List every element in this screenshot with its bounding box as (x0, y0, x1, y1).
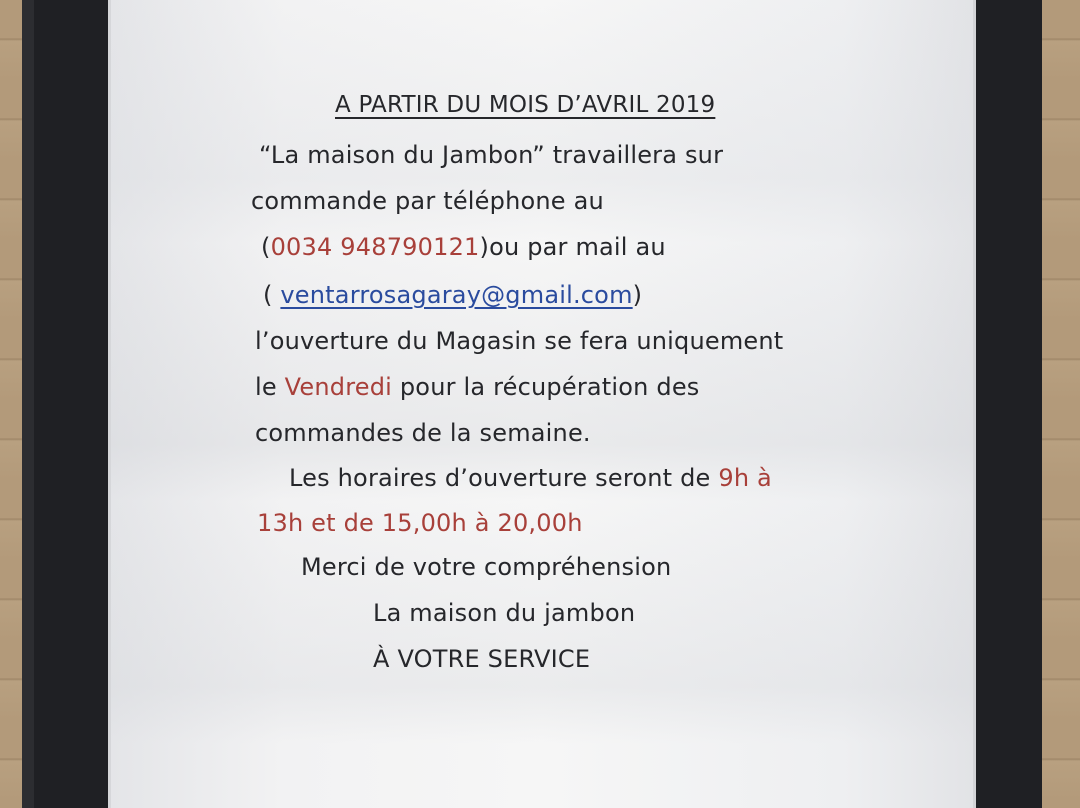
phone-number: 0034 948790121 (270, 233, 480, 261)
hours-start: 9h à (718, 464, 772, 492)
notice-line-6 (255, 373, 700, 401)
notice-closing: À VOTRE SERVICE (373, 645, 591, 673)
notice-line-8 (289, 464, 772, 492)
line-6-start: le (255, 373, 285, 401)
phone-open-paren: ( (261, 233, 271, 261)
notice-line-7: commandes de la semaine. (255, 419, 591, 447)
line-6-rest: pour la récupération des (392, 373, 700, 401)
phone-close-text: )ou par mail au (479, 233, 666, 261)
email-link[interactable]: ventarrosagaray@gmail.com (280, 281, 633, 309)
notice-line-3 (261, 233, 666, 261)
notice-signature: La maison du jambon (373, 599, 636, 627)
notice-title: A PARTIR DU MOIS D’AVRIL 2019 (335, 92, 716, 118)
email-close-paren: ) (632, 281, 643, 309)
notice-line-1: “La maison du Jambon” travaillera sur (259, 141, 724, 169)
notice-line-4 (263, 281, 642, 309)
hours-range: 13h et de 15,00h à 20,00h (257, 509, 583, 537)
frame-edge (22, 0, 34, 808)
notice-line-2: commande par téléphone au (251, 187, 604, 215)
notice-thanks: Merci de votre compréhension (301, 553, 672, 581)
email-open-paren: ( (263, 281, 281, 309)
notice-line-5: l’ouverture du Magasin se fera uniquement (255, 327, 784, 355)
hours-intro: Les horaires d’ouverture seront de (289, 464, 719, 492)
notice-paper (108, 0, 976, 808)
day-highlight: Vendredi (284, 373, 393, 401)
